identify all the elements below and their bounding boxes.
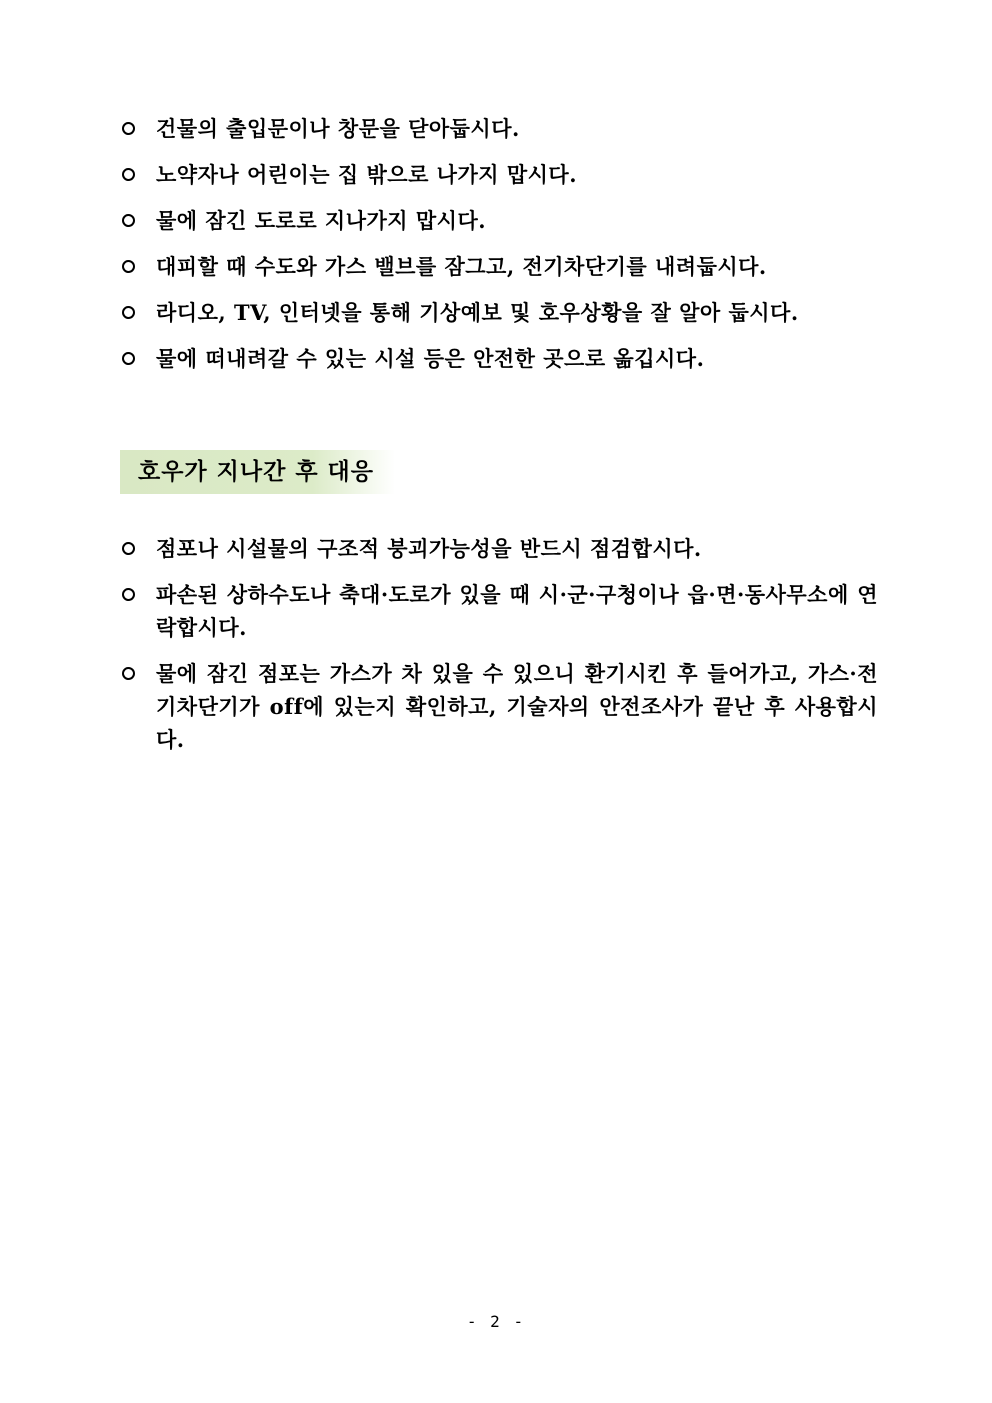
list-item (118, 250, 878, 283)
list-item (118, 204, 878, 237)
circle-bullet-icon (122, 588, 135, 601)
list-item (118, 342, 878, 375)
circle-bullet-icon (122, 214, 135, 227)
list-item-text: 라디오, TV, 인터넷을 통해 기상예보 및 호우상황을 잘 알아 둡시다. (156, 300, 799, 325)
circle-bullet-icon (122, 168, 135, 181)
circle-bullet-icon (122, 122, 135, 135)
list-item (118, 578, 878, 644)
section-title: 호우가 지나간 후 대응 (138, 459, 374, 485)
circle-bullet-icon (122, 306, 135, 319)
list-item-text: 물에 떠내려갈 수 있는 시설 등은 안전한 곳으로 옮깁시다. (156, 346, 705, 371)
section-header (120, 450, 395, 494)
list-item (118, 532, 878, 565)
list-item-text: 물에 잠긴 점포는 가스가 차 있을 수 있으니 환기시킨 후 들어가고, 가스·전기차단기가 off에 있는지 확인하고, 기술자의 안전조사가 끝난 후 사용합시다. (156, 661, 878, 752)
list-item-text: 노약자나 어린이는 집 밖으로 나가지 맙시다. (156, 162, 578, 187)
list-item (118, 657, 878, 756)
list-item-text: 물에 잠긴 도로로 지나가지 맙시다. (156, 208, 487, 233)
list-item (118, 158, 878, 191)
circle-bullet-icon (122, 352, 135, 365)
list-item-text: 건물의 출입문이나 창문을 닫아둡시다. (156, 116, 520, 141)
list-item-text: 파손된 상하수도나 축대·도로가 있을 때 시·군·구청이나 읍·면·동사무소에 연락합시다. (156, 582, 878, 640)
list-item (118, 296, 878, 329)
circle-bullet-icon (122, 260, 135, 273)
before-rain-list (118, 112, 878, 388)
list-item (118, 112, 878, 145)
after-rain-list (118, 532, 878, 769)
page-number: - 2 - (466, 1312, 526, 1331)
circle-bullet-icon (122, 667, 135, 680)
list-item-text: 점포나 시설물의 구조적 붕괴가능성을 반드시 점검합시다. (156, 536, 702, 561)
circle-bullet-icon (122, 542, 135, 555)
list-item-text: 대피할 때 수도와 가스 밸브를 잠그고, 전기차단기를 내려둡시다. (156, 254, 767, 279)
